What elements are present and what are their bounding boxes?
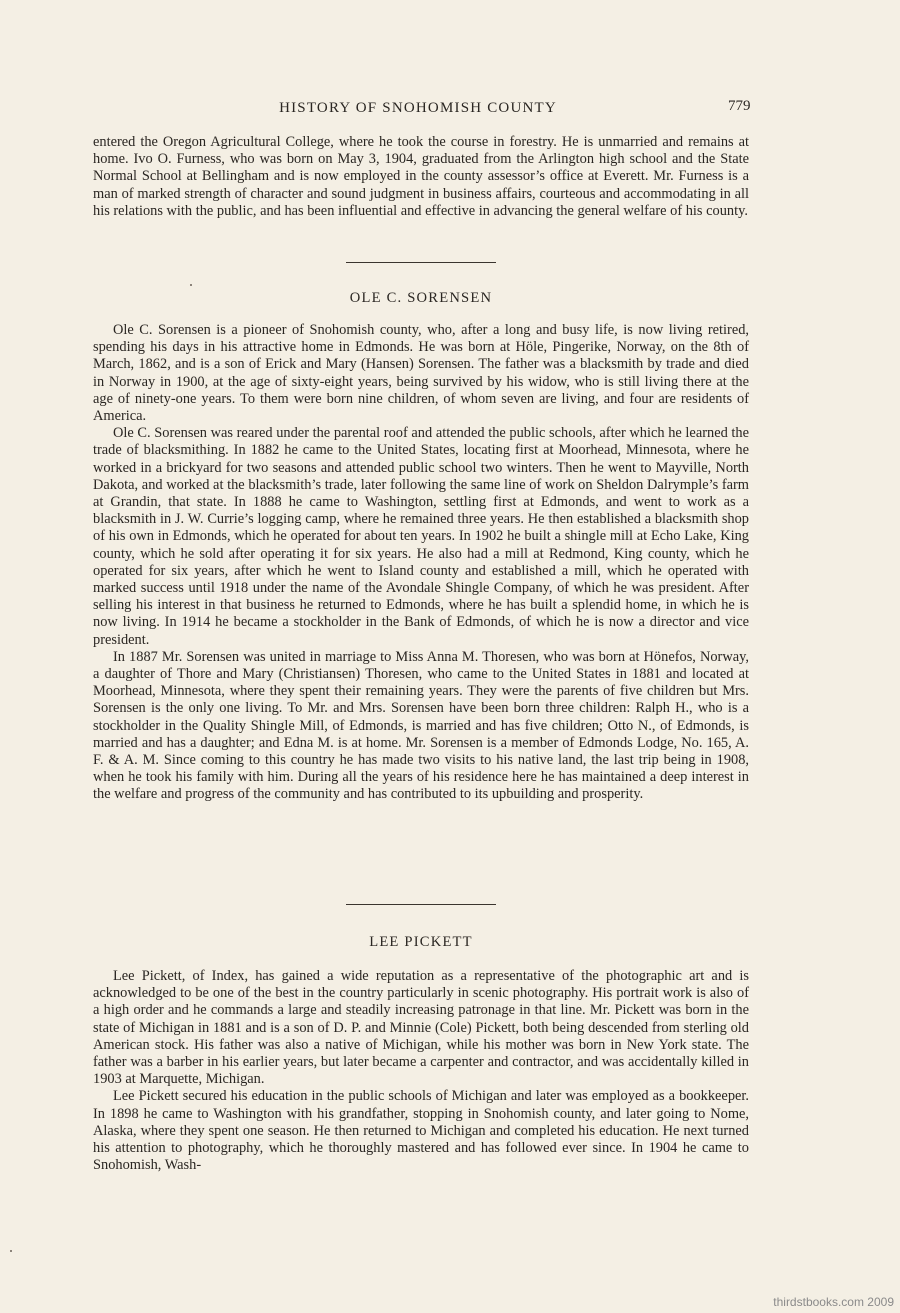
paragraph: Lee Pickett, of Index, has gained a wide reputation as a representative of the photographic art and is acknowledged to be one of the best in the country particularly in scenic photography. His portrait work is also of a high order and he commands a large and steadily increasing patronage in that line. Mr. Pickett was born in the state of Michigan in 1881 and is a son of D. P. and Minnie (Cole) Pickett, both being descended from sterling old American stock. His father was also a native of Michigan, while his mother was born in New York state. The father was a barber in his earlier years, but later became a carpenter and contractor, and was accidentally killed in 1903 at Marquette, Michigan. — [93, 968, 749, 1088]
paragraph: In 1887 Mr. Sorensen was united in marriage to Miss Anna M. Thoresen, who was born at Hönefos, Norway, a daughter of Thore and Mary (Christiansen) Thoresen, who came to the United States in 1881 and located at Moorhead, Minnesota, where they spent their remaining years. They were the parents of five children but Mrs. Sorensen is the only one living. To Mr. and Mrs. Sorensen have been born three children: Ralph H., who is a stockholder in the Quality Shingle Mill, of Edmonds, is married and has five children; Otto N., of Edmonds, is married and has a daughter; and Edna M. is at home. Mr. Sorensen is a member of Edmonds Lodge, No. 165, A. F. & A. M. Since coming to this country he has made two visits to his native land, the last trip being in 1908, when he took his family with him. During all the years of his residence here he has maintained a deep interest in the welfare and progress of the community and has contributed to its upbuilding and prosperity. — [93, 648, 749, 803]
paragraph: Ole C. Sorensen is a pioneer of Snohomish county, who, after a long and busy life, is now living retired, spending his days in his attractive home in Edmonds. He was born at Höle, Pingerike, Norway, on the 8th of March, 1862, and is a son of Erick and Mary (Hansen) Sorensen. The father was a blacksmith by trade and died in Norway in 1900, at the age of sixty-eight years, being survived by his widow, who is still living there at the age of ninety-one years. To them were born nine children, of whom seven are living, and four are residents of America. — [93, 322, 749, 425]
paragraph: Lee Pickett secured his education in the public schools of Michigan and later was employed as a bookkeeper. In 1898 he came to Washington with his grandfather, stopping in Snohomish county, and later going to Nome, Alaska, where they spent one season. He then returned to Michigan and completed his education. He next turned his attention to photography, which he thoroughly mastered and has followed ever since. In 1904 he came to Snohomish, Wash- — [93, 1088, 749, 1174]
section-body-sorensen — [93, 322, 749, 804]
section-title-pickett: LEE PICKETT — [369, 934, 473, 950]
paragraph: entered the Oregon Agricultural College, where he took the course in forestry. He is unmarried and remains at home. Ivo O. Furness, who was born on May 3, 1904, graduated from the Arlington high school and the State Normal School at Bellingham and is now employed in the county assessor’s office at Everett. Mr. Furness is a man of marked strength of character and sound judgment in business affairs, courteous and accommodating in all his relations with the public, and has been influential and effective in advancing the general welfare of his county. — [93, 134, 749, 219]
section-title-sorensen: OLE C. SORENSEN — [349, 290, 493, 306]
continuation-text — [93, 134, 749, 220]
page-number: 779 — [728, 98, 751, 114]
paragraph: Ole C. Sorensen was reared under the parental roof and attended the public schools, after which he learned the trade of blacksmithing. In 1882 he came to the United States, locating first at Moorhead, Minnesota, where he worked in a brickyard for two seasons and attended public school two winters. Then he went to Mayville, North Dakota, and worked at the blacksmith’s trade, later following the same line of work on Sheldon Dalrymple’s farm at Grandin, that state. In 1888 he came to Washington, settling first at Edmonds, and went to work as a blacksmith in J. W. Currie’s logging camp, where he remained three years. He then established a blacksmith shop of his own in Edmonds, which he operated for about ten years. In 1902 he built a shingle mill at Echo Lake, King county, which he sold after operating it for six years. He also had a mill at Redmond, King county, which he operated for six years, after which he went to Island county and established a mill, which he operated with marked success until 1918 under the name of the Avondale Shingle Company, of which he was president. After selling his interest in that business he returned to Edmonds, where he has built a splendid home, in which he is now living. In 1914 he became a stockholder in the Bank of Edmonds, of which he is now a director and vice president. — [93, 425, 749, 648]
section-body-pickett — [93, 968, 749, 1174]
watermark: thirdstbooks.com 2009 — [773, 1295, 894, 1309]
running-header: HISTORY OF SNOHOMISH COUNTY — [279, 100, 557, 116]
paper-speck — [190, 284, 192, 286]
section-divider — [346, 904, 496, 905]
paper-speck — [10, 1250, 12, 1252]
section-divider — [346, 262, 496, 263]
